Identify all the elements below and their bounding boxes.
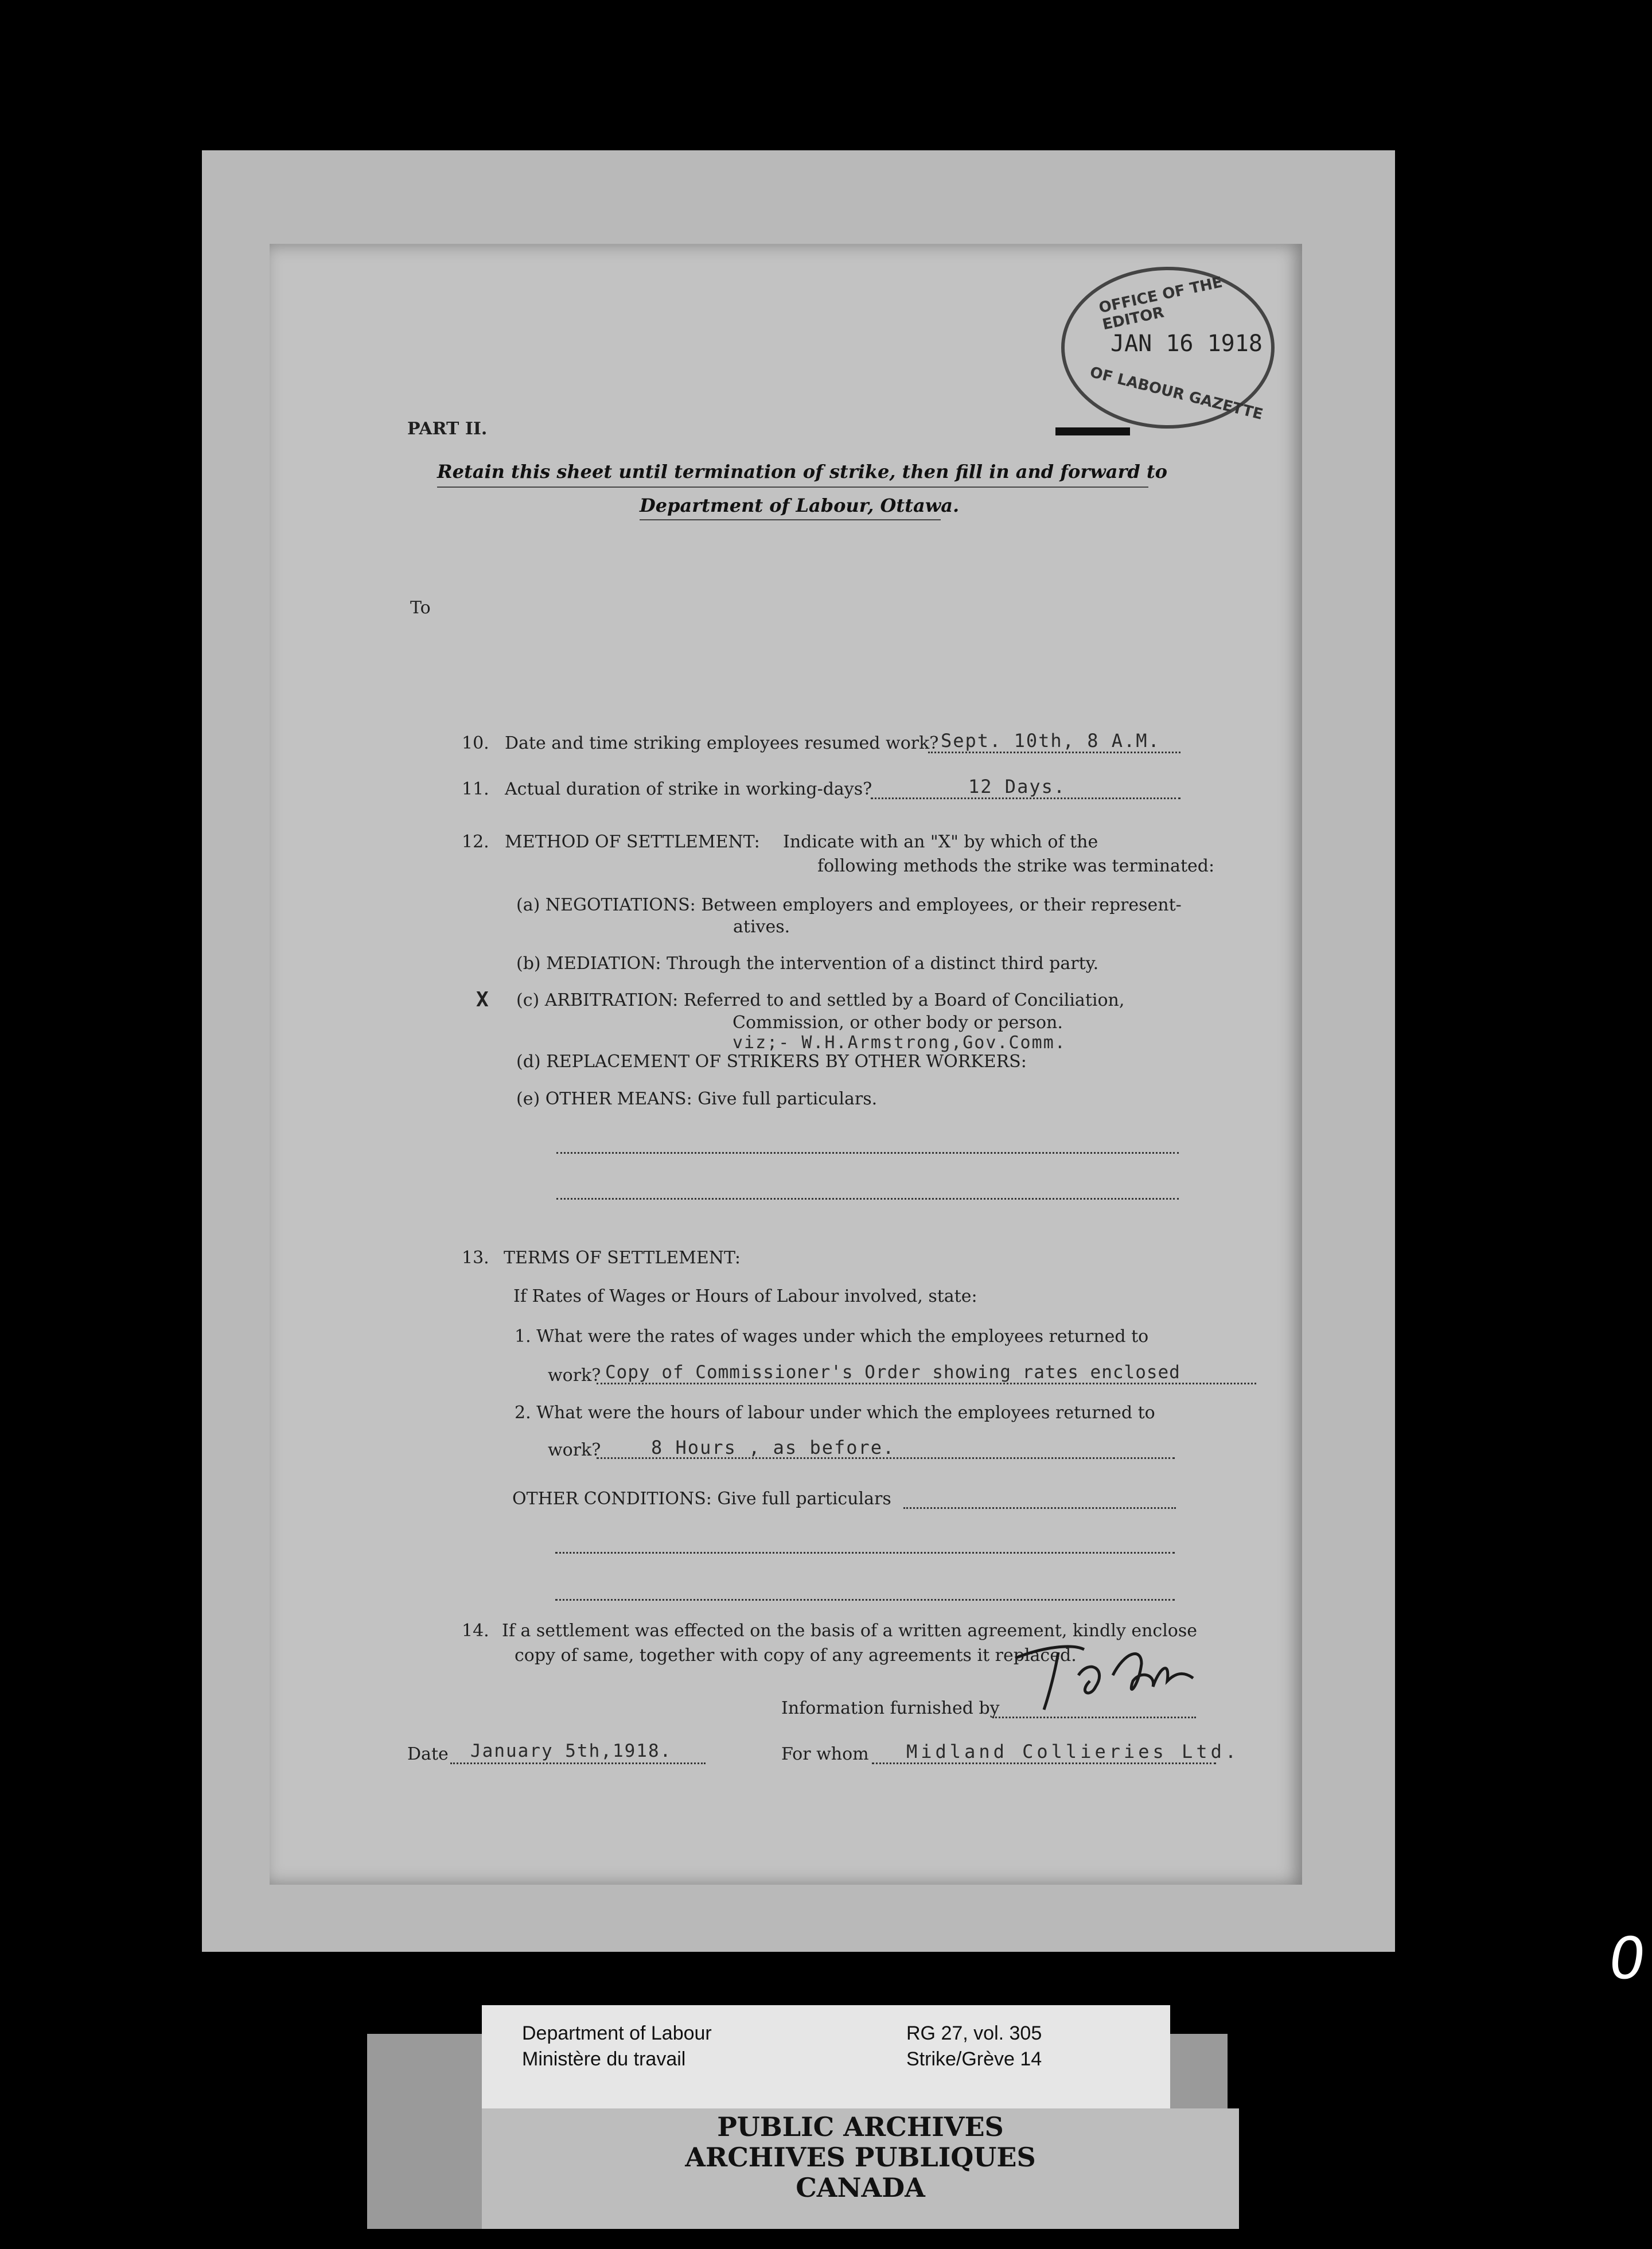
q13-answer-2: 8 Hours , as before. (651, 1437, 895, 1458)
q13-number: 13. (462, 1248, 489, 1268)
archive-reference: RG 27, vol. 305 (906, 2022, 1042, 2044)
q13-question-2: 2. What were the hours of labour under which the employees returned to (515, 1403, 1155, 1423)
q12-option-c-line1: (c) ARBITRATION: Referred to and settled by a Board of Conciliation, (516, 990, 1125, 1010)
part-heading: PART II. (407, 419, 488, 439)
q12-label-line2: following methods the strike was terminated: (817, 856, 1215, 876)
q13-other-conditions: OTHER CONDITIONS: Give full particulars (512, 1489, 891, 1509)
frame-number: 0 (1604, 1925, 1650, 1992)
q10-number: 10. (462, 733, 489, 753)
dept-french: Ministère du travail (522, 2048, 686, 2070)
q12-label: METHOD OF SETTLEMENT: (505, 832, 760, 852)
q13-other-line-3 (555, 1599, 1175, 1601)
stamp-date: JAN 16 1918 (1111, 330, 1263, 357)
archive-label-card (482, 2005, 1170, 2108)
q13-other-line-2 (555, 1552, 1175, 1554)
q12-option-d: (d) REPLACEMENT OF STRIKERS BY OTHER WORKERS: (516, 1052, 1027, 1072)
q10-answer-line (928, 752, 1180, 753)
redaction-bar (1055, 427, 1130, 435)
q12-option-b: (b) MEDIATION: Through the intervention of a distinct third party. (516, 954, 1099, 974)
q12-other-line-2 (556, 1198, 1179, 1200)
for-whom-value: Midland Collieries Ltd. (906, 1741, 1240, 1762)
for-whom-label: For whom (781, 1744, 869, 1764)
q13-question-2-prefix: work? (548, 1440, 601, 1460)
q12-option-e: (e) OTHER MEANS: Give full particulars. (516, 1089, 878, 1109)
q14-line-1: If a settlement was effected on the basis of a written agreement, kindly enclose (502, 1621, 1198, 1641)
q14-line-2: copy of same, together with copy of any agreements it replaced. (515, 1645, 1077, 1666)
signature (1010, 1635, 1199, 1721)
q13-intro: If Rates of Wages or Hours of Labour involved, state: (513, 1286, 977, 1306)
strike-number: Strike/Grève 14 (906, 2048, 1042, 2070)
received-stamp (1061, 267, 1275, 429)
date-value: January 5th,1918. (470, 1741, 672, 1761)
date-label: Date (407, 1744, 449, 1764)
instruction-line-1: Retain this sheet until termination of strike, then fill in and forward to (437, 461, 1168, 483)
q12-option-a-line1: (a) NEGOTIATIONS: Between employers and employees, or their represent- (516, 895, 1182, 915)
q11-answer: 12 Days. (968, 776, 1066, 797)
archive-line-1: PUBLIC ARCHIVES (717, 2111, 1004, 2142)
instruction-line-2: Department of Labour, Ottawa. (640, 495, 960, 516)
q12-number: 12. (462, 832, 489, 852)
q12-option-c-mark: X (476, 988, 489, 1011)
archive-stamp (482, 2108, 1239, 2229)
q12-other-line-1 (556, 1152, 1179, 1154)
archive-line-3: CANADA (796, 2172, 925, 2203)
for-whom-line (872, 1762, 1216, 1764)
dept-english: Department of Labour (522, 2022, 712, 2044)
q12-option-a-line2: atives. (733, 917, 790, 937)
q13-label: TERMS OF SETTLEMENT: (504, 1248, 741, 1268)
instruction-underline-2 (640, 519, 941, 520)
q10-label: Date and time striking employees resumed work? (505, 733, 939, 753)
q11-label: Actual duration of strike in working-days? (505, 779, 872, 799)
info-furnished-label: Information furnished by (781, 1698, 1000, 1718)
q11-answer-line (871, 797, 1180, 799)
stamp-ring-bottom: OF LABOUR GAZETTE (1088, 363, 1265, 424)
instruction-underline-1 (437, 487, 1148, 488)
archive-line-2: ARCHIVES PUBLIQUES (685, 2142, 1036, 2173)
q12-label-rest: Indicate with an "X" by which of the (783, 832, 1098, 852)
q13-question-1: 1. What were the rates of wages under which the employees returned to (515, 1326, 1149, 1347)
to-label: To (410, 598, 431, 618)
q11-number: 11. (462, 779, 489, 799)
q12-option-c-typed: viz;- W.H.Armstrong,Gov.Comm. (733, 1033, 1066, 1053)
date-line (450, 1762, 706, 1764)
q10-answer: Sept. 10th, 8 A.M. (941, 730, 1160, 752)
q13-question-1-prefix: work? (548, 1365, 601, 1386)
q13-answer-1: Copy of Commissioner's Order showing rates enclosed (605, 1362, 1180, 1383)
q14-number: 14. (462, 1621, 489, 1641)
q12-option-c-line2: Commission, or other body or person. (733, 1013, 1063, 1033)
stamp-ring-top: OFFICE OF THE EDITOR (1097, 274, 1224, 334)
q13-other-line-1 (903, 1507, 1176, 1509)
q13-answer-1-line (597, 1383, 1256, 1384)
